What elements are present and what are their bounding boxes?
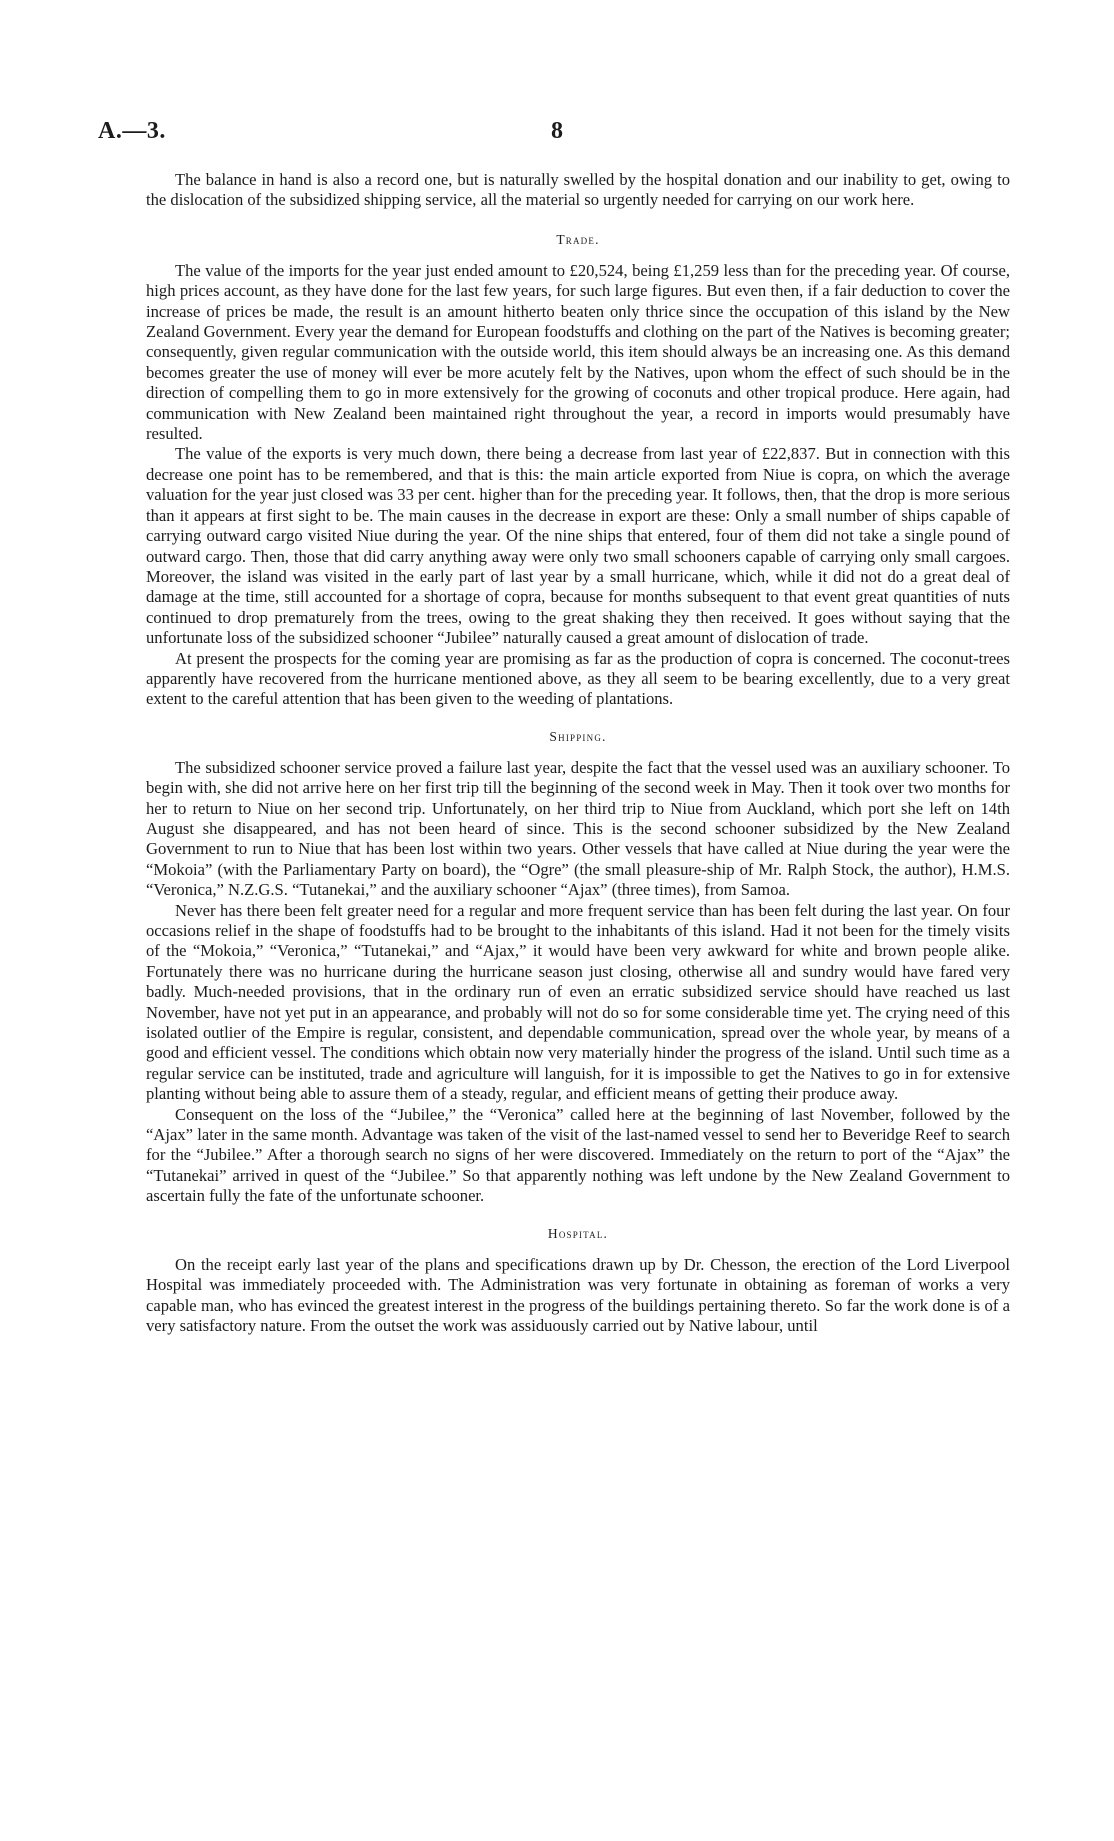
hospital-paragraph: On the receipt early last year of the plans and specifications drawn up by Dr. Chesson, the erection of the Lord Liverpool Hospital was immediately proceeded with. The Administration was very fortunate in obtaining as foreman of works a very capable man, who has evinced the greatest interest in the progress of the buildings pertaining thereto. So far the work done is of a very satisfactory nature. From the outset the work was assiduously carried out by Native labour, until	[146, 1254, 1010, 1335]
running-header	[98, 118, 1016, 152]
trade-paragraph-prospects: At present the prospects for the coming year are promising as far as the production of copra is concerned. The coconut-trees apparently have recovered from the hurricane mentioned above, as they all seem to be bearing excellently, due to a very great extent to the careful attention that has been given to the weeding of plantations.	[146, 648, 1010, 709]
shipping-paragraph-service: The subsidized schooner service proved a failure last year, despite the fact that the vessel used was an auxiliary schooner. To begin with, she did not arrive here on her first trip till the beginning of the second week in May. Then it took over two months for her to return to Niue on her second trip. Unfortunately, on her third trip to Niue from Auckland, which port she left on 14th August she disappeared, and has not been heard of since. This is the second schooner subsidized by the New Zealand Government to run to Niue that has been lost within two years. Other vessels that have called at Niue during the year were the “Mokoia” (with the Parliamentary Party on board), the “Ogre” (the small pleasure-ship of Mr. Ralph Stock, the author), H.M.S. “Veronica,” N.Z.G.S. “Tutanekai,” and the auxiliary schooner “Ajax” (three times), from Samoa.	[146, 757, 1010, 900]
section-heading-hospital: Hospital.	[547, 1225, 609, 1241]
shipping-paragraph-need: Never has there been felt greater need for a regular and more frequent service than has been felt during the last year. On four occasions relief in the shape of foodstuffs had to be brought to the inhabitants of this island. Had it not been for the timely visits of the “Mokoia,” “Veronica,” “Tutanekai,” and “Ajax,” it would have been very awkward for white and brown people alike. Fortunately there was no hurricane during the hurricane season just closing, otherwise all and sundry would have fared very badly. Much-needed provisions, that in the ordinary run of even an erratic subsidized service should have reached us last November, have not yet put in an appearance, and probably will not do so for some considerable time yet. The crying need of this isolated outlier of the Empire is regular, consistent, and dependable communication, spread over the whole year, by means of a good and efficient vessel. The conditions which obtain now very materially hinder the progress of the island. Until such time as a regular service can be instituted, trade and agriculture will languish, for it is impossible to get the Natives to go in for extensive planting without being able to assure them of a steady, regular, and efficient means of getting their produce away.	[146, 900, 1010, 1104]
intro-paragraph: The balance in hand is also a record one, but is naturally swelled by the hospital donation and our inability to get, owing to the dislocation of the subsidized shipping service, all the material so urgently needed for carrying on our work here.	[146, 170, 1010, 210]
trade-paragraph-imports: The value of the imports for the year just ended amount to £20,524, being £1,259 less than for the preceding year. Of course, high prices account, as they have done for the last few years, for such large figures. But even then, if a fair deduction to cover the increase of prices be made, the result is an amount hitherto beaten only thrice since the occupation of this island by the New Zealand Government. Every year the demand for European foodstuffs and clothing on the part of the Natives is becoming greater; consequently, given regular communication with the outside world, this item should always be an increasing one. As this demand becomes greater the use of money will ever be more acutely felt by the Natives, upon whom the effect of such should be in the direction of compelling them to go in more extensively for the growing of coconuts and other tropical produce. Here again, had communication with New Zealand been maintained right throughout the year, a record in imports would presumably have resulted.	[146, 260, 1010, 444]
body-text	[146, 170, 1010, 1336]
section-heading-trade: Trade.	[556, 231, 600, 247]
document-reference: A.—3.	[98, 118, 166, 144]
shipping-paragraph-search: Consequent on the loss of the “Jubilee,” the “Veronica” called here at the beginning of last November, followed by the “Ajax” later in the same month. Advantage was taken of the visit of the last-named vessel to send her to Beveridge Reef to search for the “Jubilee.” After a thorough search no signs of her were discovered. Immediately on the return to port of the “Ajax” the “Tutanekai” arrived in quest of the “Jubilee.” So that apparently nothing was left undone by the New Zealand Government to ascertain fully the fate of the unfortunate schooner.	[146, 1104, 1010, 1206]
page-number: 8	[551, 118, 563, 144]
trade-paragraph-exports: The value of the exports is very much down, there being a decrease from last year of £22,837. But in connection with this decrease one point has to be remembered, and that is this: the main article exported from Niue is copra, on which the average valuation for the year just closed was 33 per cent. higher than for the preceding year. It follows, then, that the drop is more serious than it appears at first sight to be. The main causes in the decrease in export are these: Only a small number of ships capable of carrying outward cargo visited Niue during the year. Of the nine ships that entered, four of them did not take a single pound of outward cargo. Then, those that did carry anything away were only two small schooners capable of carrying only small cargoes. Moreover, the island was visited in the early part of last year by a small hurricane, which, while it did not do a great deal of damage at the time, still accounted for a shortage of copra, because for months subsequent to that event great quantities of nuts continued to drop prematurely from the trees, owing to the great shaking they then received. It goes without saying that the unfortunate loss of the subsidized schooner “Jubilee” naturally caused a great amount of dislocation of trade.	[146, 444, 1010, 648]
section-heading-shipping: Shipping.	[549, 728, 607, 744]
